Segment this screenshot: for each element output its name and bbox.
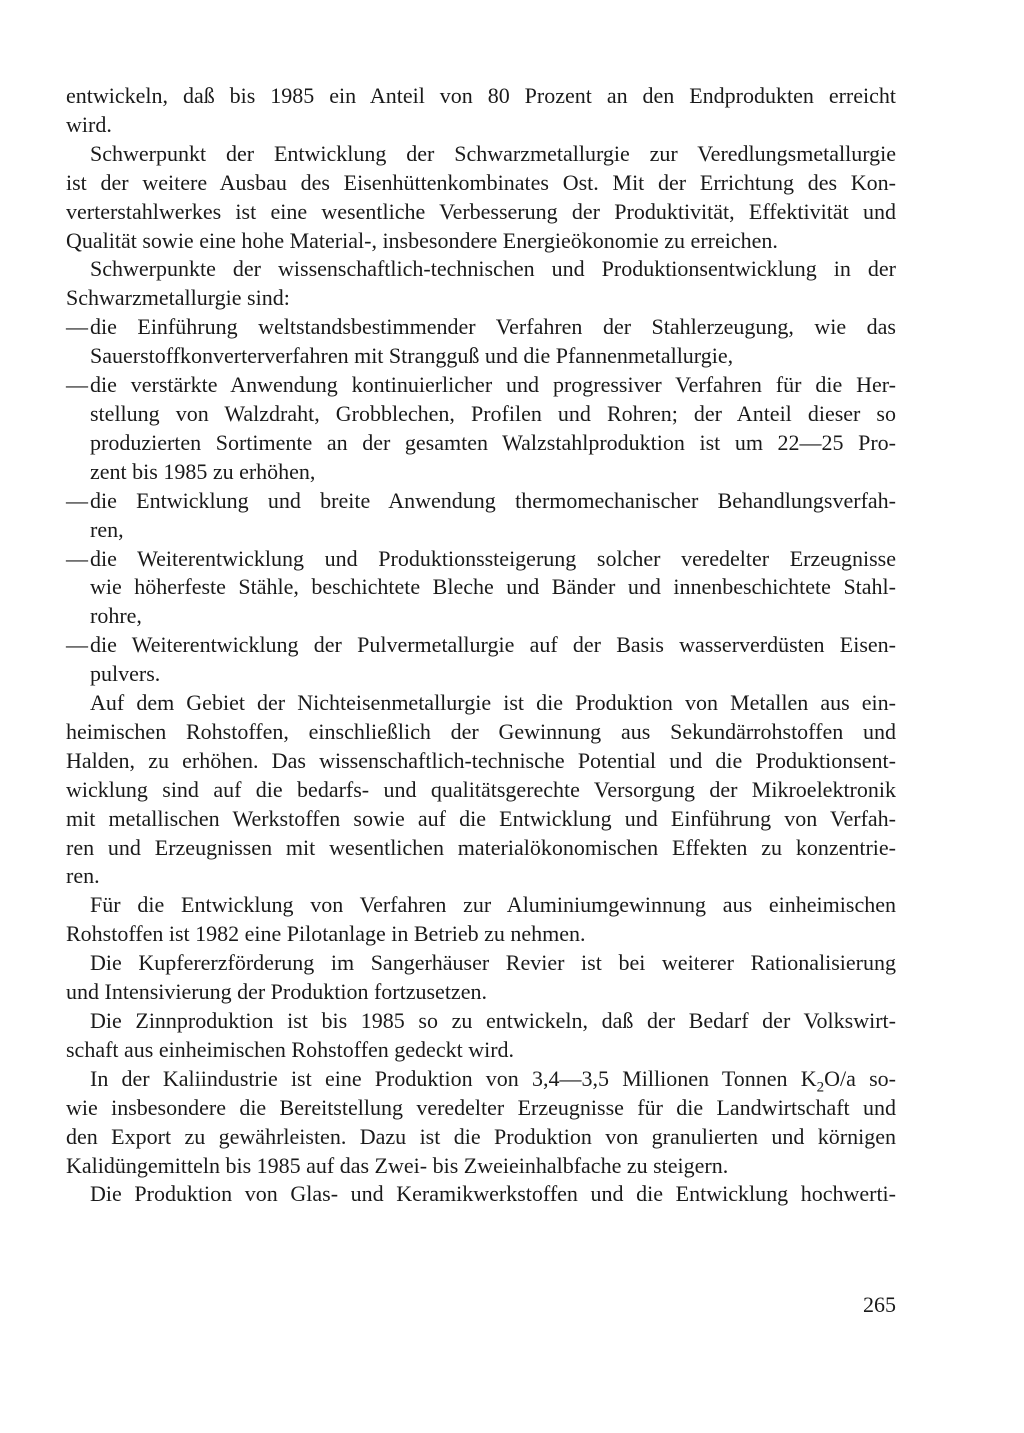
text-line — [66, 82, 896, 111]
line-text: Halden, zu erhöhen. Das wissenschaftlich-technische Potential und die Produktionsent- — [66, 747, 896, 773]
line-text: wird. — [66, 111, 112, 137]
line-text: Schwerpunkt der Entwicklung der Schwarzmetallurgie zur Veredlungsmetallurgie — [90, 140, 896, 166]
line-text: produzierten Sortimente an der gesamten Walzstahlproduktion ist um 22—25 Pro- — [90, 429, 896, 455]
line-text: schaft aus einheimischen Rohstoffen gedeckt wird. — [66, 1036, 515, 1062]
text-line — [66, 111, 896, 140]
text-line — [66, 747, 896, 776]
line-text: stellung von Walzdraht, Grobblechen, Profilen und Rohren; der Anteil dieser so — [90, 400, 896, 426]
text-line — [66, 169, 896, 198]
line-text: und Intensivierung der Produktion fortzusetzen. — [66, 979, 487, 1005]
text-line — [66, 1065, 896, 1094]
line-text: Für die Entwicklung von Verfahren zur Aluminiumgewinnung aus einheimischen — [90, 892, 896, 918]
text-line — [66, 198, 896, 227]
text-line — [66, 284, 896, 313]
page-body — [66, 82, 896, 1209]
text-line — [66, 313, 896, 342]
text-line — [66, 1123, 896, 1152]
line-text: Kalidüngemitteln bis 1985 auf das Zwei- bis Zweieinhalbfache zu steigern. — [66, 1152, 729, 1178]
text-line — [66, 487, 896, 516]
line-text: entwickeln, daß bis 1985 ein Anteil von 80 Prozent an den Endprodukten erreicht — [66, 83, 896, 108]
text-line — [66, 140, 896, 169]
line-text: Schwarzmetallurgie sind: — [66, 285, 290, 311]
text-line — [66, 660, 896, 689]
text-line — [66, 429, 896, 458]
line-text: ren, — [90, 516, 124, 542]
list-dash: — — [66, 487, 88, 513]
line-text: Die Produktion von Glas- und Keramikwerkstoffen und die Entwicklung hochwerti- — [90, 1181, 896, 1207]
text-line — [66, 1036, 896, 1065]
line-text: ren. — [66, 863, 100, 889]
list-dash: — — [66, 372, 88, 398]
text-line — [66, 776, 896, 805]
text-line — [66, 602, 896, 631]
line-text: Schwerpunkte der wissenschaftlich-technischen und Produktionsentwicklung in der — [90, 256, 896, 282]
line-text: pulvers. — [90, 661, 161, 687]
line-text: die verstärkte Anwendung kontinuierlicher und progressiver Verfahren für die Her- — [90, 372, 896, 398]
text-line — [66, 371, 896, 400]
line-text: ist der weitere Ausbau des Eisenhüttenkombinates Ost. Mit der Errichtung des Kon- — [66, 169, 896, 195]
line-text: verterstahlwerkes ist eine wesentliche Verbesserung der Produktivität, Effektivität und — [66, 198, 896, 224]
text-line — [66, 631, 896, 660]
text-line — [66, 458, 896, 487]
text-line — [66, 1094, 896, 1123]
text-line — [66, 1180, 896, 1209]
text-line — [66, 920, 896, 949]
text-line — [66, 227, 896, 256]
line-text: die Weiterentwicklung der Pulvermetallurgie auf der Basis wasserverdüsten Eisen- — [90, 632, 896, 658]
line-text: Qualität sowie eine hohe Material-, insbesondere Energieökonomie zu erreichen. — [66, 227, 778, 253]
text-line — [66, 891, 896, 920]
line-text: Die Kupfererzförderung im Sangerhäuser Revier ist bei weiterer Rationalisierung — [90, 950, 896, 976]
line-text: wie insbesondere die Bereitstellung veredelter Erzeugnisse für die Landwirtschaft und — [66, 1094, 896, 1120]
line-text: heimischen Rohstoffen, einschließlich der Gewinnung aus Sekundärrohstoffen und — [66, 718, 896, 744]
subscript: 2 — [816, 1079, 825, 1096]
text-line — [66, 862, 896, 891]
line-text: mit metallischen Werkstoffen sowie auf die Entwicklung und Einführung von Verfah- — [66, 805, 896, 831]
text-line — [66, 718, 896, 747]
line-text: die Einführung weltstandsbestimmender Verfahren der Stahlerzeugung, wie das — [90, 314, 896, 340]
text-line — [66, 1007, 896, 1036]
text-line — [66, 342, 896, 371]
list-dash: — — [66, 632, 88, 658]
text-line — [66, 400, 896, 429]
line-text: rohre, — [90, 603, 142, 629]
line-text: die Entwicklung und breite Anwendung thermomechanischer Behandlungsverfah- — [90, 487, 896, 513]
text-line — [66, 949, 896, 978]
line-text: In der Kaliindustrie ist eine Produktion von 3,4—3,5 Millionen Tonnen K — [90, 1065, 817, 1091]
text-line — [66, 255, 896, 284]
line-text: ren und Erzeugnissen mit wesentlichen materialökonomischen Effekten zu konzentrie- — [66, 834, 896, 860]
text-line — [66, 516, 896, 545]
text-line — [66, 978, 896, 1007]
text-line — [66, 545, 896, 574]
line-text: Auf dem Gebiet der Nichteisenmetallurgie ist die Produktion von Metallen aus ein- — [90, 690, 896, 716]
list-dash: — — [66, 314, 88, 340]
text-line — [66, 834, 896, 863]
list-dash: — — [66, 545, 88, 571]
page-number: 265 — [863, 1292, 896, 1317]
text-line — [66, 1152, 896, 1181]
line-text: Sauerstoffkonverterverfahren mit Strangguß und die Pfannenmetallurgie, — [90, 343, 734, 369]
line-text-after: O/a so- — [824, 1065, 896, 1091]
text-line — [66, 805, 896, 834]
text-line — [66, 573, 896, 602]
line-text: Rohstoffen ist 1982 eine Pilotanlage in Betrieb zu nehmen. — [66, 921, 586, 947]
line-text: wie höherfeste Stähle, beschichtete Bleche und Bänder und innenbeschichtete Stahl- — [90, 574, 896, 600]
line-text: den Export zu gewährleisten. Dazu ist die Produktion von granulierten und körnigen — [66, 1123, 896, 1149]
line-text: wicklung sind auf die bedarfs- und qualitätsgerechte Versorgung der Mikroelektronik — [66, 776, 896, 802]
line-text: Die Zinnproduktion ist bis 1985 so zu entwickeln, daß der Bedarf der Volkswirt- — [90, 1008, 896, 1033]
line-text: die Weiterentwicklung und Produktionssteigerung solcher veredelter Erzeugnisse — [90, 545, 896, 571]
line-text: zent bis 1985 zu erhöhen, — [90, 458, 316, 484]
text-line — [66, 689, 896, 718]
